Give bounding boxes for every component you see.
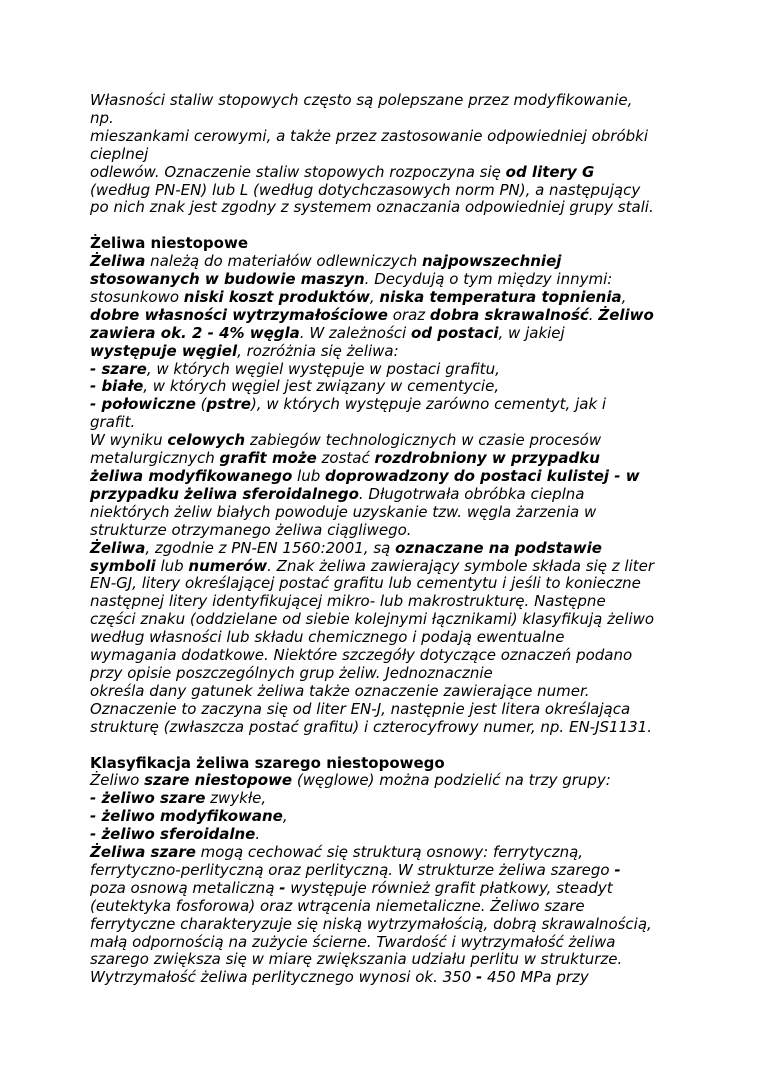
bold-text-run: oznaczane na podstawie (395, 538, 602, 557)
text-run: cieplnej (90, 144, 149, 163)
text-line (90, 235, 680, 253)
text-run: strukturze otrzymanego żeliwa ciągliwego. (90, 520, 412, 539)
text-run: EN-GJ, litery określającej postać grafitu lub cementytu i jeśli to konieczne (90, 574, 641, 593)
bold-text-run: od postaci (410, 323, 499, 342)
bold-text-run: - szare (90, 359, 147, 378)
text-line (90, 683, 680, 701)
text-line (90, 647, 680, 665)
text-run: ( (195, 395, 207, 414)
paragraph (90, 253, 680, 540)
text-line (90, 182, 680, 200)
text-line (90, 629, 680, 647)
text-run: , w jakiej (498, 323, 565, 342)
text-line (90, 575, 680, 593)
text-line (90, 593, 680, 611)
text-run: następnej litery identyfikującej mikro- lub makrostrukturę. Następne (90, 592, 606, 611)
text-line (90, 898, 680, 916)
text-run: przy opisie poszczególnych grup żeliw. Jednoznacznie (90, 663, 493, 682)
text-run: , zgodnie z PN-EN 1560:2001, są (145, 538, 396, 557)
text-line (90, 325, 680, 343)
text-line (90, 450, 680, 468)
bold-text-run: dobre własności wytrzymałościowe (90, 305, 388, 324)
text-run: grafit. (90, 413, 136, 432)
text-line (90, 862, 680, 880)
text-line (90, 199, 680, 217)
text-line (90, 146, 680, 164)
text-run: np. (90, 108, 114, 127)
text-run: występuje również grafit płatkowy, steadyt (285, 878, 613, 897)
bold-text-run: Żeliwa (90, 538, 146, 557)
text-line (90, 343, 680, 361)
bold-text-run: - żeliwo modyfikowane (90, 807, 283, 826)
text-run: Wytrzymałość żeliwa perlitycznego wynosi ok. 350 (90, 968, 477, 987)
bold-text-run: przypadku żeliwa sferoidalnego (90, 484, 359, 503)
text-run: (węglowe) można podzielić na trzy grupy: (292, 771, 611, 790)
text-run: Żeliwo (90, 771, 145, 790)
bold-text-run: szare niestopowe (144, 771, 293, 790)
text-run: metalurgicznych (90, 449, 220, 468)
text-line (90, 361, 680, 379)
text-line (90, 92, 680, 110)
paragraph-gap (90, 217, 680, 235)
bold-text-run: - żeliwo sferoidalne (90, 825, 256, 844)
bold-text-run: celowych (167, 431, 246, 450)
bold-text-run: numerów (188, 556, 268, 575)
text-run: poza osnową metaliczną (90, 878, 280, 897)
bold-text-run: grafit może (219, 449, 317, 468)
paragraph (90, 844, 680, 987)
text-line (90, 934, 680, 952)
text-run: ), w których występuje zarówno cementyt, jak i (250, 395, 607, 414)
text-line (90, 790, 680, 808)
text-line (90, 396, 680, 414)
text-line (90, 701, 680, 719)
bold-text-run: od litery G (505, 162, 595, 181)
text-run: (według PN-EN) lub L (według dotychczasowych norm PN), a następujący (90, 180, 641, 199)
text-line (90, 808, 680, 826)
text-run: oraz (387, 305, 430, 324)
text-run: . (588, 305, 599, 324)
text-line (90, 540, 680, 558)
bold-text-run: stosowanych w budowie maszyn (90, 270, 365, 289)
bold-text-run: symboli (90, 556, 156, 575)
text-line (90, 719, 680, 737)
text-line (90, 432, 680, 450)
text-run: lub (292, 467, 325, 486)
text-line (90, 486, 680, 504)
text-run: , (621, 287, 627, 306)
text-run: lub (155, 556, 189, 575)
paragraph-gap (90, 737, 680, 755)
bold-text-run: niski koszt produktów (183, 287, 370, 306)
text-run: mogą cechować się strukturą osnowy: ferrytyczną, (195, 843, 584, 862)
document-page (90, 92, 680, 987)
text-run: . Długotrwała obróbka cieplna (358, 484, 585, 503)
bold-text-run: pstre (206, 395, 251, 414)
bold-text-run: Żeliwa (90, 252, 146, 271)
text-line (90, 969, 680, 987)
text-line (90, 916, 680, 934)
bold-text-run: doprowadzony do postaci kulistej - w (325, 467, 640, 486)
text-run: , w których węgiel jest związany w cementycie, (143, 377, 500, 396)
section-heading (90, 755, 680, 773)
bold-text-run: - (614, 860, 621, 879)
text-line (90, 611, 680, 629)
text-run: odlewów. Oznaczenie staliw stopowych rozpoczyna się (90, 162, 506, 181)
text-run: według własności lub składu chemicznego i podają ewentualne (90, 628, 565, 647)
bold-text-run: żeliwa modyfikowanego (90, 467, 293, 486)
bold-text-run: Żeliwo (598, 305, 654, 324)
text-run: . W zależności (299, 323, 411, 342)
text-run: ferrytyczne charakteryzuje się niską wytrzymałością, dobrą skrawalnością, (90, 914, 652, 933)
text-line (90, 665, 680, 683)
text-line (90, 128, 680, 146)
text-line (90, 289, 680, 307)
bold-text-run: - białe (90, 377, 144, 396)
text-line (90, 504, 680, 522)
text-run: , w których węgiel występuje w postaci grafitu, (146, 359, 500, 378)
paragraph (90, 540, 680, 737)
text-run: , rozróżnia się żeliwa: (237, 341, 399, 360)
text-run: Żeliwa niestopowe (90, 234, 249, 253)
text-run: określa dany gatunek żeliwa także oznaczenie zawierające numer. (90, 681, 590, 700)
text-line (90, 880, 680, 898)
text-run: (eutektyka fosforowa) oraz wtrącenia niemetaliczne. Żeliwo szare (90, 896, 585, 915)
text-run: należą do materiałów odlewniczych (145, 252, 422, 271)
bold-text-run: zawiera ok. 2 - 4% węgla (90, 323, 300, 342)
text-run: po nich znak jest zgodny z systemem oznaczania odpowiedniej grupy stali. (90, 198, 654, 217)
bold-text-run: dobra skrawalność (429, 305, 589, 324)
text-run: . Decydują o tym między innymi: (364, 270, 613, 289)
bold-text-run: występuje węgiel (90, 341, 238, 360)
bold-text-run: - żeliwo szare (90, 789, 206, 808)
section-heading (90, 235, 680, 253)
text-run: W wyniku (90, 431, 168, 450)
text-run: mieszankami cerowymi, a także przez zastosowanie odpowiedniej obróbki (90, 126, 649, 145)
text-line (90, 271, 680, 289)
bold-text-run: rozdrobniony w przypadku (374, 449, 600, 468)
paragraph (90, 92, 680, 217)
bold-text-run: - (476, 968, 483, 987)
text-line (90, 253, 680, 271)
text-line (90, 522, 680, 540)
text-run: strukturę (zwłaszcza postać grafitu) i czterocyfrowy numer, np. EN-JS1131. (90, 717, 652, 736)
text-run: małą odpornością na zużycie ścierne. Twardość i wytrzymałość żeliwa (90, 932, 616, 951)
text-run: szarego zwiększa się w miarę zwiększania udziału perlitu w strukturze. (90, 950, 623, 969)
text-run: Oznaczenie to zaczyna się od liter EN-J, następnie jest litera określająca (90, 699, 631, 718)
text-run: . Znak żeliwa zawierający symbole składa się z liter (267, 556, 654, 575)
text-run: wymagania dodatkowe. Niektóre szczegóły dotyczące oznaczeń podano (90, 646, 633, 665)
text-run: stosunkowo (90, 287, 184, 306)
text-line (90, 378, 680, 396)
text-line (90, 951, 680, 969)
text-run: zabiegów technologicznych w czasie procesów (245, 431, 602, 450)
text-run: , (282, 807, 288, 826)
text-line (90, 307, 680, 325)
paragraph (90, 772, 680, 844)
bold-text-run: Żeliwa szare (90, 843, 196, 862)
text-run: Własności staliw stopowych często są polepszane przez modyfikowanie, (90, 91, 633, 109)
text-run: części znaku (oddzielane od siebie kolejnymi łącznikami) klasyfikują żeliwo (90, 610, 655, 629)
text-line (90, 468, 680, 486)
text-run: 450 MPa przy (482, 968, 589, 987)
text-line (90, 414, 680, 432)
text-run: zwykłe, (205, 789, 267, 808)
text-line (90, 772, 680, 790)
text-line (90, 110, 680, 128)
text-run: zostać (316, 449, 375, 468)
bold-text-run: najpowszechniej (422, 252, 562, 271)
bold-text-run: - połowiczne (90, 395, 196, 414)
text-line (90, 558, 680, 576)
text-line (90, 755, 680, 773)
text-run: niektórych żeliw białych powoduje uzyskanie tzw. węgla żarzenia w (90, 502, 597, 521)
text-run: , (369, 287, 380, 306)
text-line (90, 844, 680, 862)
text-line (90, 826, 680, 844)
bold-text-run: niska temperatura topnienia (379, 287, 622, 306)
text-run: ferrytyczno-perlityczną oraz perlityczną. W strukturze żeliwa szarego (90, 860, 615, 879)
text-line (90, 164, 680, 182)
text-run: . (255, 825, 261, 844)
text-run: Klasyfikacja żeliwa szarego niestopowego (90, 753, 445, 772)
bold-text-run: - (279, 878, 286, 897)
